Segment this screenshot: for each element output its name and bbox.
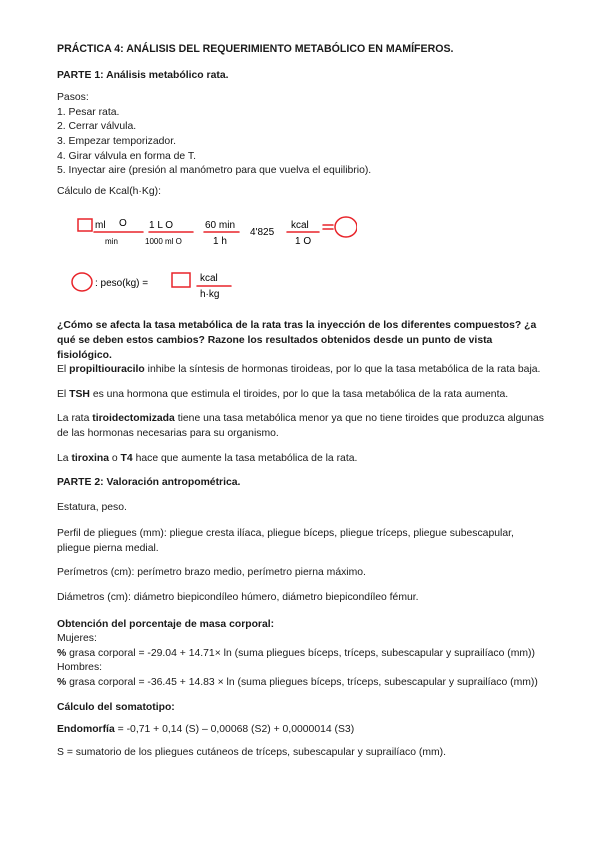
hw-d3: 1 O bbox=[295, 236, 312, 248]
part2-item: Diámetros (cm): diámetro biepicondíleo húmero, diámetro biepicondíleo fémur. bbox=[57, 592, 419, 604]
document-title: PRÁCTICA 4: ANÁLISIS DEL REQUERIMIENTO METABÓLICO EN MAMÍFEROS. bbox=[57, 43, 454, 55]
step-item: 2. Cerrar válvula. bbox=[57, 121, 137, 133]
answer-paragraph: El propiltiouracilo inhibe la síntesis de hormonas tiroideas, por lo que la tasa metabólica de la rata baja. bbox=[57, 364, 541, 376]
blank-box-icon bbox=[172, 273, 190, 287]
somato-heading: Cálculo del somatotipo: bbox=[57, 701, 175, 713]
answer-paragraph: El TSH es una hormona que estimula el tiroides, por lo que la tasa metabólica de la rata aumenta. bbox=[57, 388, 509, 400]
women-label: Mujeres: bbox=[57, 633, 97, 645]
fat-heading: Obtención del porcentaje de masa corporal: bbox=[57, 618, 275, 630]
step-item: 5. Inyectar aire (presión al manómetro para que vuelva el equilibrio). bbox=[57, 165, 372, 177]
steps-block bbox=[57, 91, 547, 179]
hw-n2: 60 min bbox=[205, 220, 236, 232]
s-definition: S = sumatorio de los pliegues cutáneos de tríceps, subescapular y suprailíaco (mm). bbox=[57, 746, 446, 758]
part2-heading: PARTE 2: Valoración antropométrica. bbox=[57, 477, 241, 489]
calc-label: Cálculo de Kcal(h·Kg): bbox=[57, 185, 161, 197]
part1-heading: PARTE 1: Análisis metabólico rata. bbox=[57, 69, 229, 81]
handwritten-formula-svg bbox=[57, 199, 357, 311]
part2-item: Estatura, peso. bbox=[57, 501, 127, 513]
hw-d1: 1000 ml O bbox=[145, 237, 182, 247]
hw-d: h·kg bbox=[200, 289, 220, 301]
hw-n: kcal bbox=[200, 273, 218, 285]
hw-o: O bbox=[119, 218, 127, 230]
hw-mult: 4'825 bbox=[250, 227, 275, 239]
hw-d2: 1 h bbox=[213, 236, 227, 248]
men-label: Hombres: bbox=[57, 662, 103, 674]
hw-n3: kcal bbox=[291, 220, 309, 232]
steps-label: Pasos: bbox=[57, 92, 89, 104]
hw-ml: ml bbox=[95, 220, 106, 232]
step-item: 3. Empezar temporizador. bbox=[57, 135, 176, 147]
question-text: ¿Cómo se afecta la tasa metabólica de la rata tras la inyección de los diferentes compuestos? ¿a qué se deben estos cambios? Razone los resultados obtenidos desde un punto de vista fisiológico. bbox=[57, 320, 537, 361]
step-item: 4. Girar válvula en forma de T. bbox=[57, 150, 196, 162]
step-item: 1. Pesar rata. bbox=[57, 106, 120, 118]
hw-n1: 1 L O bbox=[149, 220, 174, 232]
result-circle-icon bbox=[335, 217, 357, 237]
answer-paragraph: La rata tiroidectomizada tiene una tasa metabólica menor ya que no tiene tiroides que produzca algunas de las hormonas necesarias para su organismo. bbox=[57, 413, 544, 439]
result-circle-icon bbox=[72, 273, 92, 291]
document-page bbox=[57, 42, 547, 760]
hw-peso: : peso(kg) = bbox=[95, 278, 149, 290]
endo-formula: Endomorfía = -0,71 + 0,14 (S) – 0,00068 (S2) + 0,0000014 (S3) bbox=[57, 724, 355, 736]
men-formula: % grasa corporal = -36.45 + 14.83 × ln (suma pliegues bíceps, tríceps, subescapular y suprailíaco (mm)) bbox=[57, 677, 538, 689]
part2-item: Perímetros (cm): perímetro brazo medio, perímetro pierna máximo. bbox=[57, 567, 366, 579]
women-formula: % grasa corporal = -29.04 + 14.71× ln (suma pliegues bíceps, tríceps, subescapular y suprailíaco (mm)) bbox=[57, 647, 535, 659]
hw-min: min bbox=[105, 237, 118, 247]
answer-paragraph: La tiroxina o T4 hace que aumente la tasa metabólica de la rata. bbox=[57, 452, 358, 464]
blank-box-icon bbox=[78, 219, 92, 231]
handwritten-formula bbox=[57, 199, 547, 311]
part2-item: Perfil de pliegues (mm): pliegue cresta ilíaca, pliegue bíceps, pliegue tríceps, pliegue subescapular, pliegue pierna medial. bbox=[57, 528, 514, 554]
